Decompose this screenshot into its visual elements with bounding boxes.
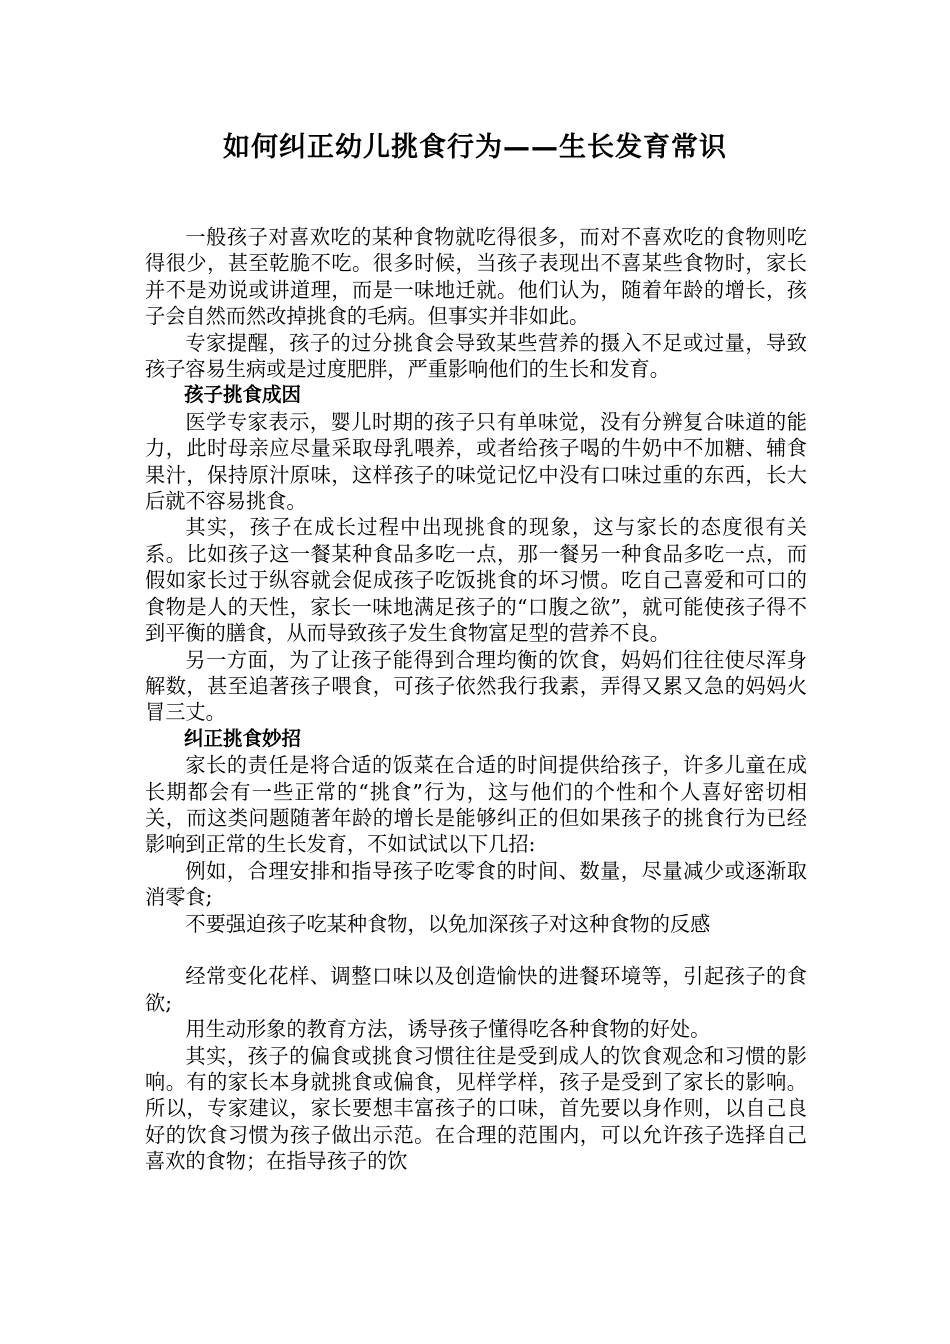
paragraph-tip-education: 用生动形象的教育方法，诱导孩子懂得吃各种食物的好处。 (185, 1017, 711, 1042)
document-title: 如何纠正幼儿挑食行为——生长发育常识 (223, 132, 727, 163)
paragraph-expert-warning: 专家提醒，孩子的过分挑食会导致某些营养的摄入不足或过量，导致孩子容易生病或是过度肥胖，严重影响他们的生长和发育。 (145, 330, 807, 382)
paragraph-causes-3: 另一方面，为了让孩子能得到合理均衡的饮食，妈妈们往往使尽浑身解数，甚至追著孩子喂食，可孩子依然我行我素，弄得又累又急的妈妈火冒三丈。 (145, 647, 807, 725)
section-heading-causes: 孩子挑食成因 (184, 383, 302, 407)
paragraph-tip-no-force: 不要强迫孩子吃某种食物，以免加深孩子对这种食物的反感 (185, 911, 711, 936)
section-heading-tips: 纠正挑食妙招 (184, 726, 302, 750)
paragraph-intro: 一般孩子对喜欢吃的某种食物就吃得很多，而对不喜欢吃的食物则吃得很少，甚至乾脆不吃。很多时候，当孩子表现出不喜某些食物时，家长并不是劝说或讲道理，而是一味地迁就。他们认为，随着年龄的增长，孩子会自然而然改掉挑食的毛病。但事实并非如此。 (145, 225, 807, 329)
paragraph-causes-1: 医学专家表示，婴儿时期的孩子只有单味觉，没有分辨复合味道的能力，此时母亲应尽量采取母乳喂养，或者给孩子喝的牛奶中不加糖、辅食果汁，保持原汁原味，这样孩子的味觉记忆中没有口味过重的东西，长大后就不容易挑食。 (145, 409, 807, 514)
paragraph-parent-example: 其实，孩子的偏食或挑食习惯往往是受到成人的饮食观念和习惯的影响。有的家长本身就挑食或偏食，见样学样，孩子是受到了家长的影响。所以，专家建议，家长要想丰富孩子的口味，首先要以身作则，以自己良好的饮食习惯为孩子做出示范。在合理的范围内，可以允许孩子选择自己喜欢的食物；在指导孩子的饮 (145, 1043, 807, 1174)
paragraph-tip-snacks: 例如，合理安排和指导孩子吃零食的时间、数量，尽量减少或逐渐取消零食; (145, 858, 807, 910)
paragraph-tip-variety: 经常变化花样、调整口味以及创造愉快的进餐环境等，引起孩子的食欲; (145, 964, 807, 1015)
document-body (145, 224, 807, 1175)
blank-line (145, 937, 807, 963)
paragraph-tips-intro: 家长的责任是将合适的饭菜在合适的时间提供给孩子，许多儿童在成长期都会有一些正常的“挑食”行为，这与他们的个性和个人喜好密切相关，而这类问题随著年龄的增长是能够纠正的但如果孩子的挑食行为已经影响到正常的生长发育，不如试试以下几招: (145, 753, 807, 857)
paragraph-causes-2: 其实，孩子在成长过程中出现挑食的现象，这与家长的态度很有关系。比如孩子这一餐某种食品多吃一点，那一餐另一种食品多吃一点，而假如家长过于纵容就会促成孩子吃饭挑食的坏习惯。吃自己喜爱和可口的食物是人的天性，家长一味地满足孩子的“口腹之欲”，就可能使孩子得不到平衡的膳食，从而导致孩子发生食物富足型的营养不良。 (145, 515, 807, 646)
